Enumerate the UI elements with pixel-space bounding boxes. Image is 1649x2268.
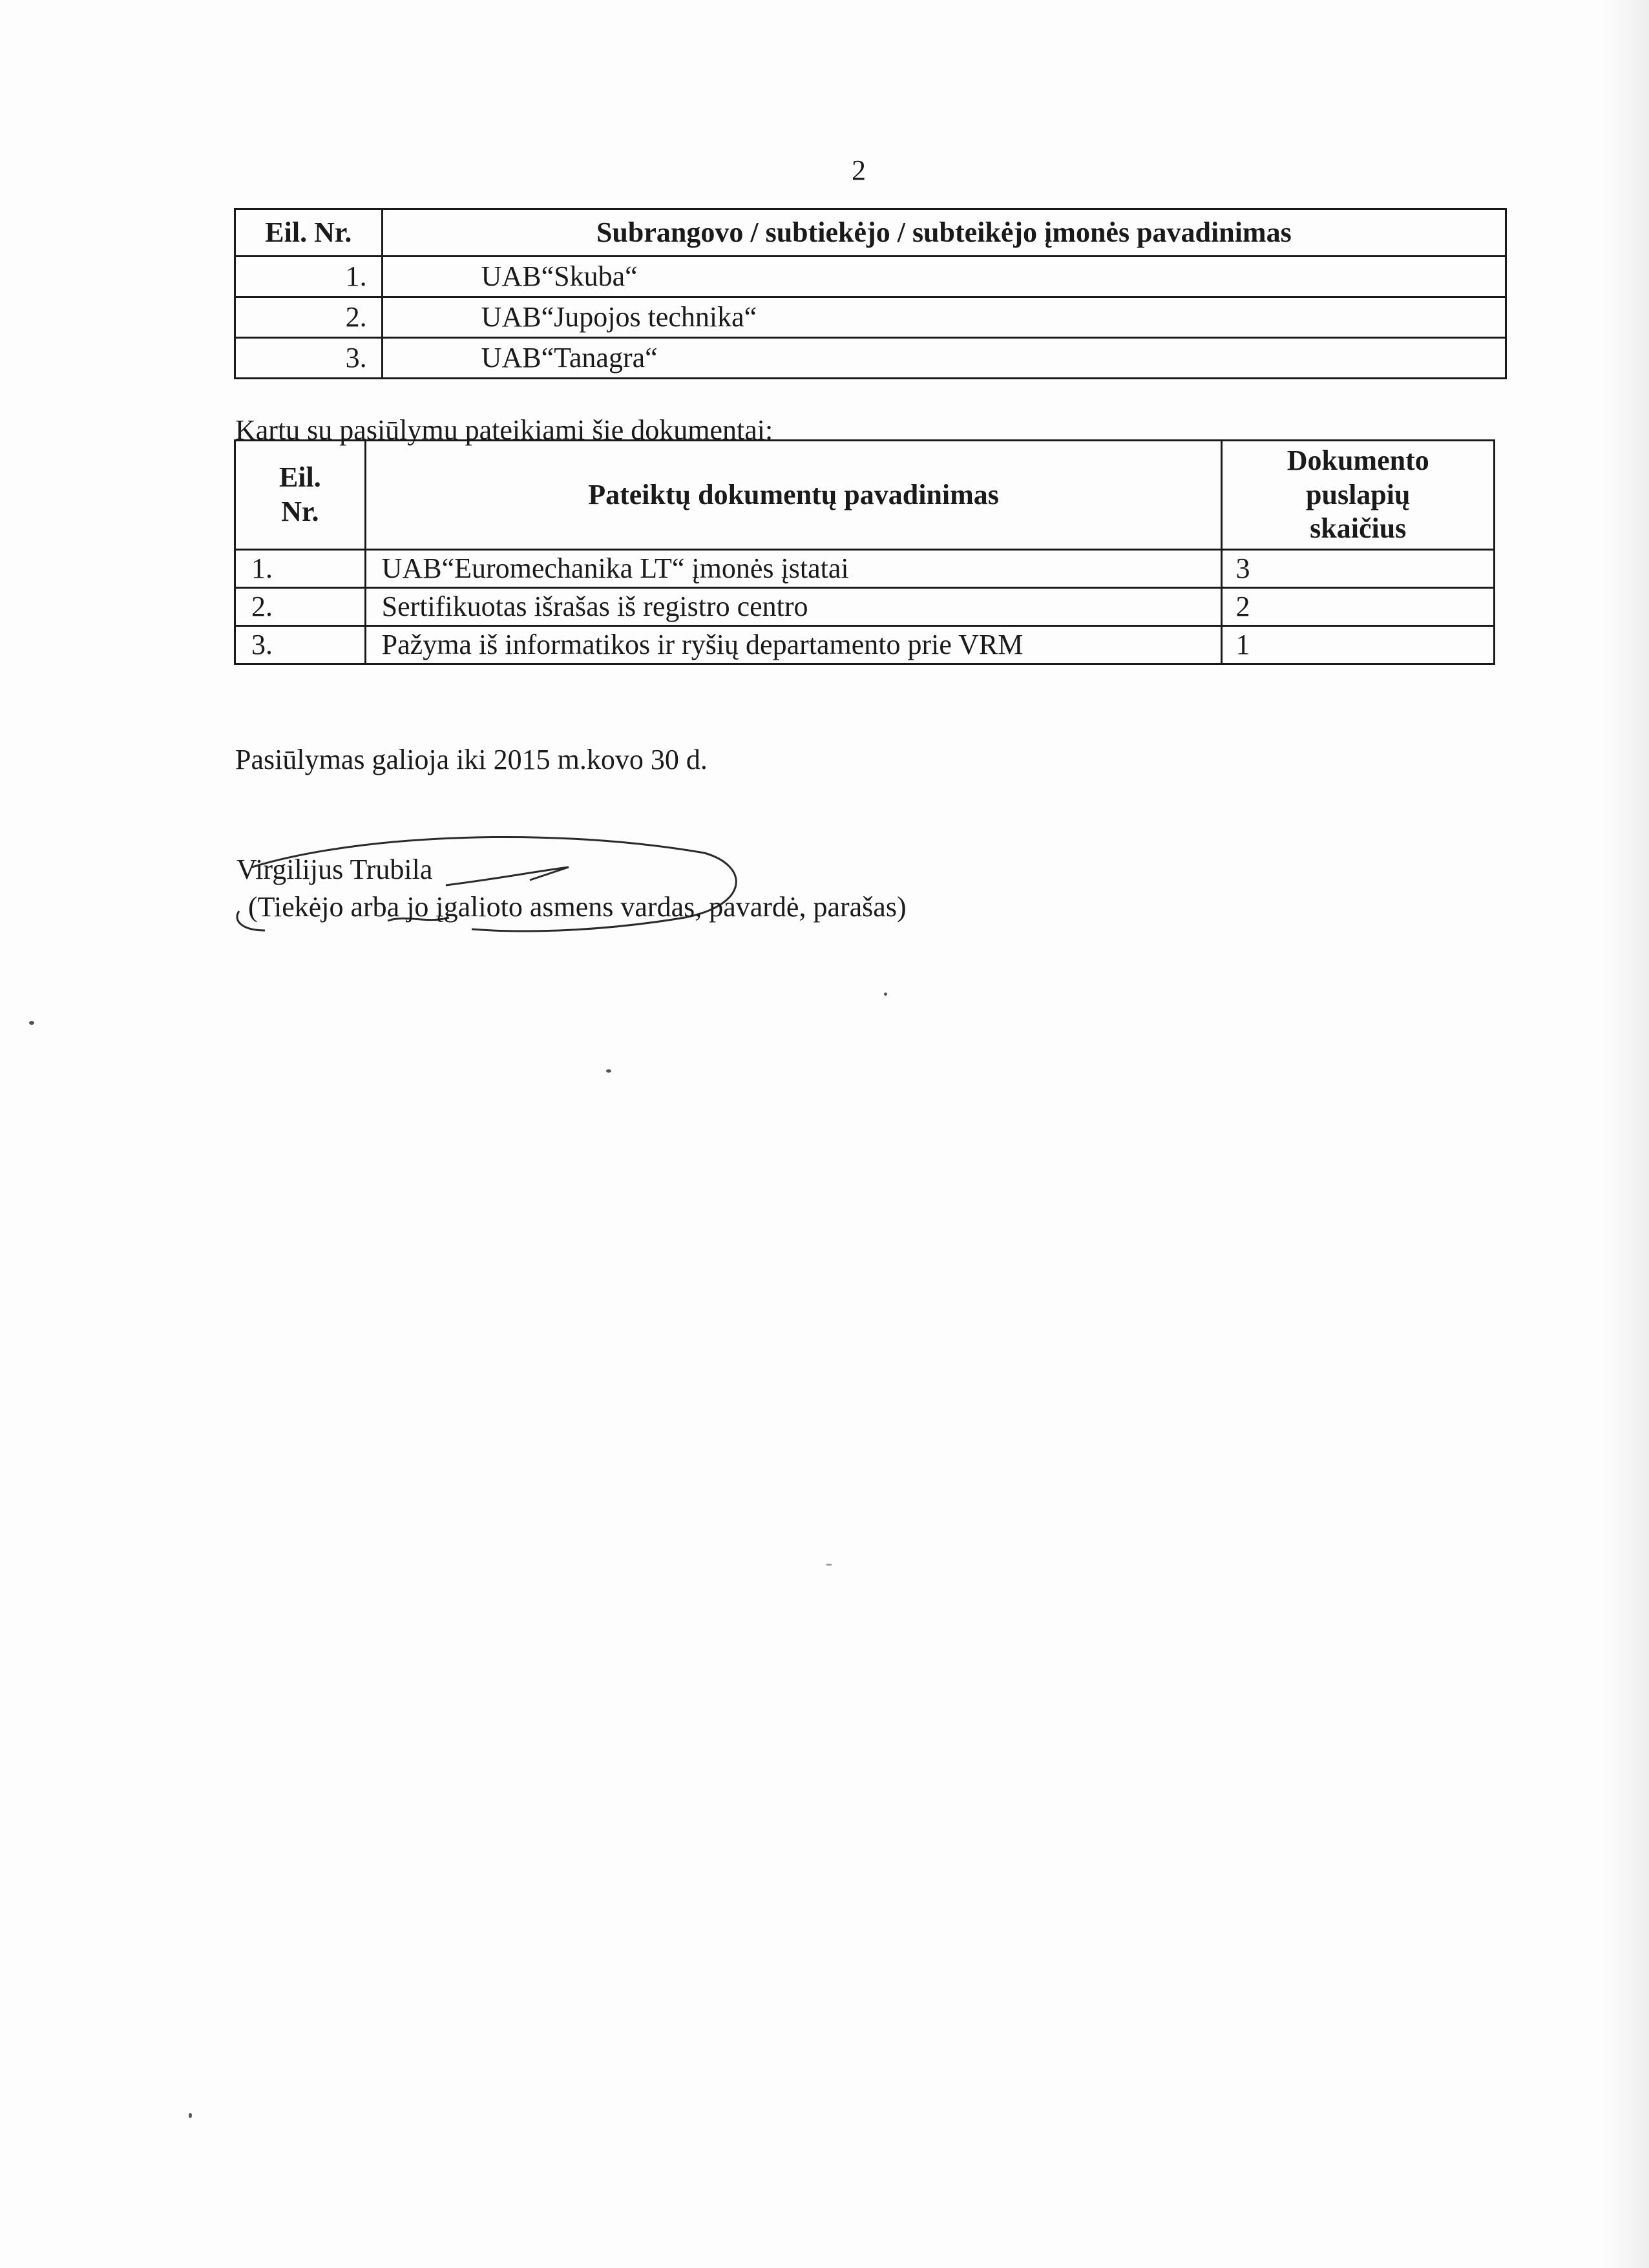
- documents-table: [234, 439, 1495, 665]
- header-nr-line2: Nr.: [281, 496, 319, 527]
- signer-name: Virgilijus Trubila: [236, 854, 433, 885]
- table-row: [235, 297, 1506, 338]
- column-header-nr: Eil. Nr.: [235, 209, 383, 257]
- row-number: 3.: [235, 626, 366, 664]
- scan-speck: [29, 1021, 34, 1025]
- document-name: Pažyma iš informatikos ir ryšių departamento prie VRM: [365, 626, 1222, 664]
- table-row: [235, 588, 1495, 626]
- row-number: 3.: [235, 338, 383, 379]
- page-count: 2: [1222, 588, 1495, 626]
- row-number: 1.: [235, 550, 366, 588]
- table-row: [235, 257, 1506, 297]
- header-pages-line1: Dokumento: [1287, 444, 1429, 476]
- table-header-row: [235, 441, 1495, 550]
- header-nr-line1: Eil.: [278, 461, 321, 494]
- table-row: [235, 550, 1495, 588]
- subcontractors-table: [234, 208, 1507, 379]
- header-pages-line2: puslapių: [1306, 478, 1411, 510]
- table-row: [235, 338, 1506, 379]
- company-name: UAB“Skuba“: [382, 257, 1506, 297]
- company-name: UAB“Jupojos technika“: [382, 297, 1506, 338]
- scan-speck: [606, 1069, 611, 1073]
- scan-speck: [826, 1564, 832, 1566]
- offer-validity-text: Pasiūlymas galioja iki 2015 m.kovo 30 d.: [235, 744, 708, 775]
- row-number: 2.: [235, 588, 366, 626]
- column-header-nr: [235, 441, 366, 550]
- header-pages-line3: skaičius: [1310, 512, 1407, 545]
- page-count: 1: [1222, 626, 1495, 664]
- scan-speck: [189, 2113, 192, 2118]
- scan-speck: [884, 992, 887, 996]
- document-name: UAB“Euromechanika LT“ įmonės įstatai: [365, 550, 1222, 588]
- scan-shadow-edge: [1604, 0, 1649, 2268]
- row-number: 2.: [235, 297, 383, 338]
- column-header-company-name: Subrangovo / subtiekėjo / subteikėjo įmonės pavadinimas: [382, 209, 1506, 257]
- signer-caption: (Tiekėjo arba jo įgalioto asmens vardas, pavardė, parašas): [248, 891, 907, 923]
- column-header-document-name: Pateiktų dokumentų pavadinimas: [365, 441, 1222, 550]
- table-row: [235, 626, 1495, 664]
- page-number: 2: [852, 154, 866, 186]
- row-number: 1.: [235, 257, 383, 297]
- company-name: UAB“Tanagra“: [382, 338, 1506, 379]
- table-header-row: [235, 209, 1506, 257]
- documents-intro-text: Kartu su pasiūlymu pateikiami šie dokumentai:: [235, 414, 773, 446]
- document-name: Sertifikuotas išrašas iš registro centro: [365, 588, 1222, 626]
- column-header-page-count: [1222, 441, 1495, 550]
- page-count: 3: [1222, 550, 1495, 588]
